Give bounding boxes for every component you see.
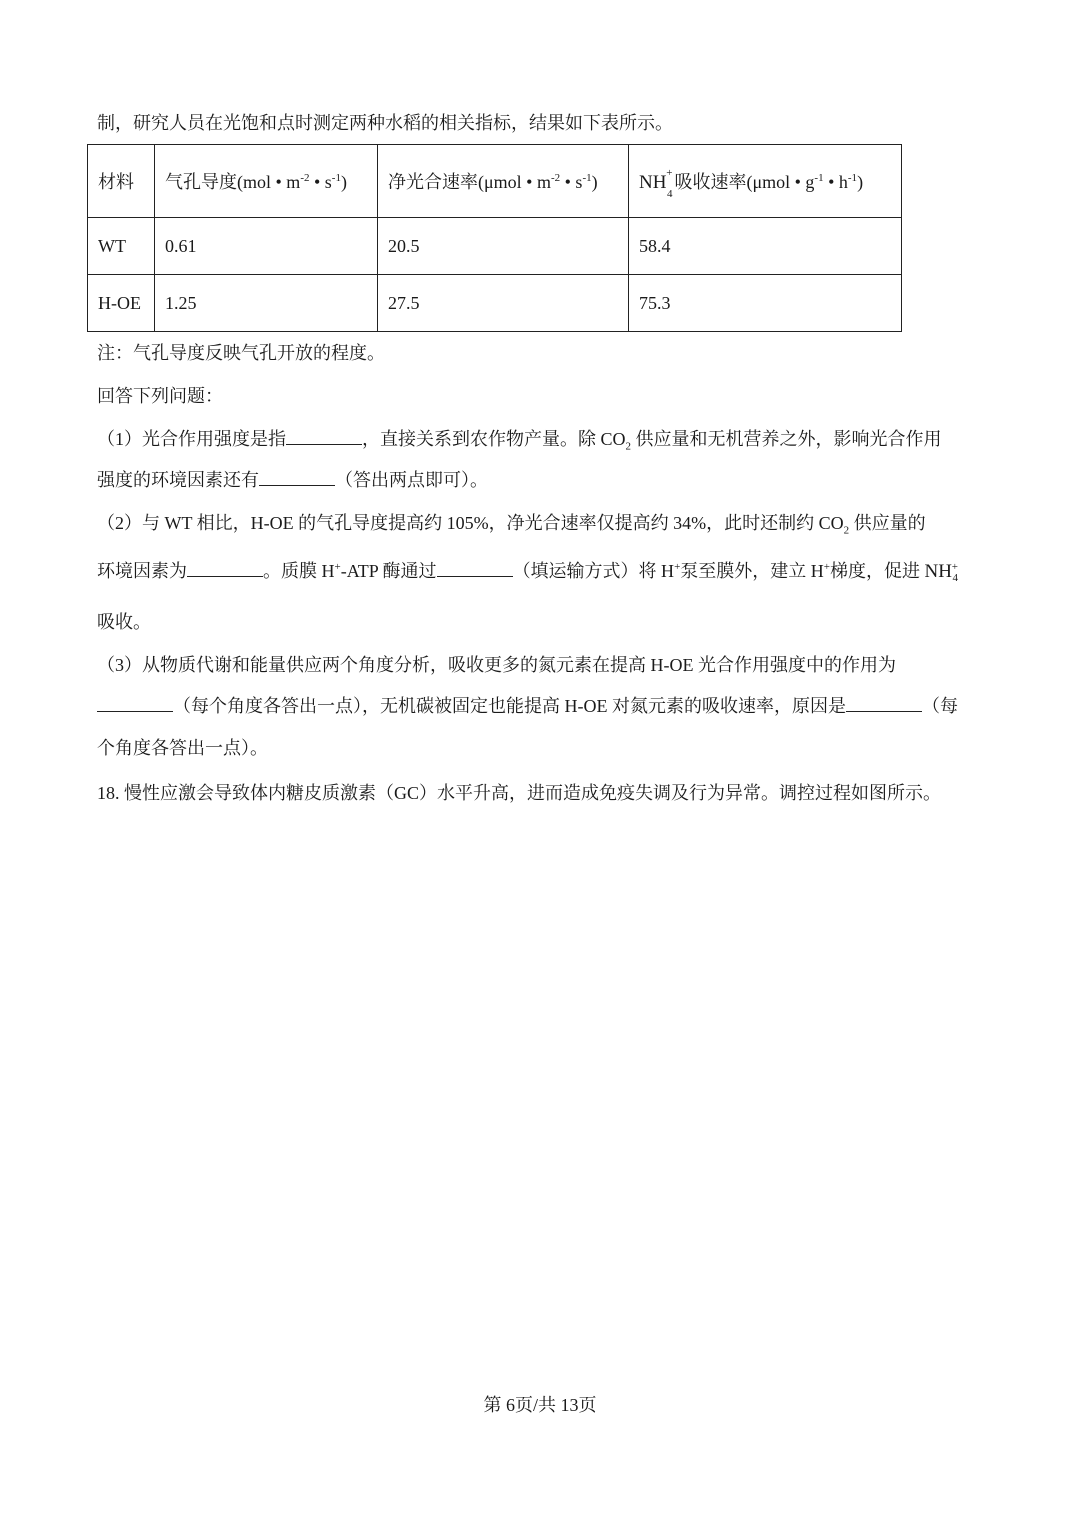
answer-blank[interactable]: [286, 426, 362, 445]
header-nh4-uptake: NH + 4 吸收速率(μmol • $g^{-1}$ • $h^{-1}$): [629, 145, 902, 218]
answer-blank[interactable]: [259, 467, 335, 486]
cell-conductance: 0.61: [155, 218, 378, 275]
question-3-line-3: 个角度各答出一点）。: [97, 738, 268, 758]
page-footer: 第 6页/共 13页: [483, 1395, 597, 1415]
header-conductance: 气孔导度(mol • $m^{-2}$ • $s^{-1}$): [155, 145, 378, 218]
question-1-line-2: 强度的环境因素还有 （答出两点即可）。: [97, 467, 488, 493]
table-header-row: [88, 145, 902, 218]
question-1-line-1: （1）光合作用强度是指 ，直接关系到农作物产量。除 $CO_2$ 供应量和无机营养之外，影响光合作用: [97, 426, 942, 452]
cell-photosynthesis: 27.5: [378, 275, 629, 332]
question-18: 18. 慢性应激会导致体内糖皮质激素（GC）水平升高，进而造成免疫失调及行为异常。调控过程如图所示。: [97, 783, 942, 803]
table-row: [88, 218, 902, 275]
cell-material: H-OE: [88, 275, 155, 332]
table-row: [88, 275, 902, 332]
nh4-ion-label: NH + 4: [639, 167, 673, 200]
question-3-line-2: （每个角度各答出一点），无机碳被固定也能提高 H-OE 对氮元素的吸收速率，原因是 （每: [97, 693, 958, 719]
table-note: 注：气孔导度反映气孔开放的程度。: [97, 343, 385, 363]
intro-text: 制，研究人员在光饱和点时测定两种水稻的相关指标，结果如下表所示。: [97, 113, 673, 133]
question-3-line-1: （3）从物质代谢和能量供应两个角度分析，吸收更多的氮元素在提高 H-OE 光合作用强度中的作用为: [97, 655, 896, 675]
cell-conductance: 1.25: [155, 275, 378, 332]
answer-blank[interactable]: [846, 693, 922, 712]
answer-blank[interactable]: [187, 558, 263, 577]
answer-blank[interactable]: [437, 558, 513, 577]
question-2-line-1: （2）与 WT 相比，H-OE 的气孔导度提高约 105%，净光合速率仅提高约 34%，此时还制约 $CO_2$ 供应量的: [97, 513, 926, 537]
answer-blank[interactable]: [97, 693, 173, 712]
question-2-line-3: 吸收。: [97, 612, 151, 632]
nh4-ion-label: NH + 4: [924, 561, 958, 584]
cell-photosynthesis: 20.5: [378, 218, 629, 275]
answer-prompt: 回答下列问题：: [97, 386, 223, 406]
header-photosynthesis: 净光合速率(μmol • $m^{-2}$ • $s^{-1}$): [378, 145, 629, 218]
cell-nh4: 58.4: [629, 218, 902, 275]
results-table: [87, 144, 902, 332]
cell-material: WT: [88, 218, 155, 275]
question-2-line-2: 环境因素为 。质膜 H+-ATP 酶通过 （填运输方式）将 H+泵至膜外，建立 H+梯度，促进 NH + 4: [97, 558, 952, 585]
cell-nh4: 75.3: [629, 275, 902, 332]
header-material: 材料: [88, 145, 155, 218]
